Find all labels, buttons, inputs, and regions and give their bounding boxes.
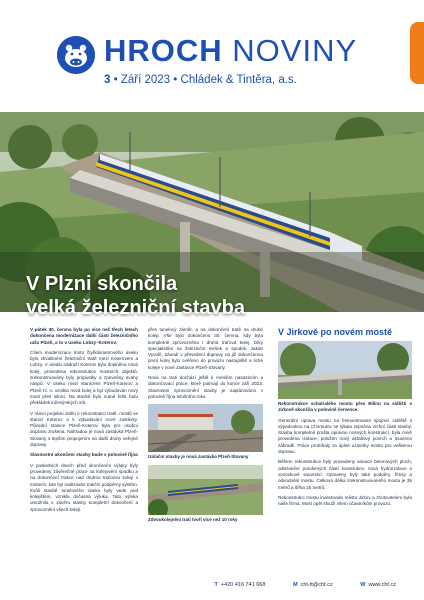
sidebar-caption: Rekonstrukce schátralého mostu přes Bílinu na sídlišti v Jirkově skončila v polovině července.: [278, 401, 412, 413]
phone-number: +420 416 741 668: [220, 582, 266, 588]
footer-phone[interactable]: [215, 582, 266, 588]
hero-headline: [26, 272, 245, 320]
newspaper-title: [104, 34, 357, 68]
issue-number: 3: [104, 74, 111, 86]
sidebar-paragraph: Rekonstrukci mostu investovalo město Jirkov a zhotovitelem byla naše firma. Most opět slouží všem účastníkům provozu.: [278, 494, 412, 507]
article-paragraph: V rámci projektu došlo k rekonstrukci tratě, mostů ve stanici Koterov a k vybudování nové zastávky. Původní stanice Plzeň-Koterov byla pro osobní dopravu zrušena. Náhradou je nová zastávka Plzeň-Slovany s lepším propojením na další druhy veřejné dopravy.: [30, 410, 138, 448]
column-1: [30, 327, 138, 567]
footer-email[interactable]: [293, 582, 333, 588]
station-photo: [148, 404, 263, 452]
sidebar-heading: V Jirkově po novém mostě: [278, 327, 393, 337]
photo-caption: Zdvoukolejnění trati tvoří více než 10 roky: [148, 516, 238, 522]
bridge-photo: [278, 341, 412, 399]
web-address: www.cht.cz: [368, 582, 396, 588]
sidebar-paragraph: Generální oprava mostu na frekventované spojnici sídliště s výpadovkou na Chomutov se týkala zejména vrchní části stavby. Stavba kompletně prošla opravou nosných konstrukcí, byla nově provedena izolace, položen nový asfaltový povrch a osazeno zábradlí. Práce probíhaly za úplné uzavírky mostu pro veškerou dopravu.: [278, 417, 412, 455]
issue-separator: •: [173, 74, 181, 86]
article-paragraph: Cílem modernizace tímto čtyřkilometrového úseku bylo zkvalitnění železniční tratě mezi Koterovem a Lobzy. V areálu nádraží Koterov byla doplněna nová kolej, provedena rekonstrukce mostních objektů, zrekonstruovány byly propustky a zpevněny svahy náspů. V úseku mezi stanicemi Plzeň-Koterov a Plzeň hl. n. vznikla nová kolej a byl vybudován nový most přes silnici. Na stavbě bylo nutné řešit řadu překládek inženýrských sítí.: [30, 349, 138, 406]
article-columns: [30, 327, 410, 567]
hero-headline-line1: V Plzni skončila: [26, 273, 178, 295]
footer: [0, 572, 424, 600]
mail-key: M: [292, 582, 298, 588]
masthead: [0, 0, 424, 112]
title-light: NOVINY: [232, 33, 358, 68]
article-paragraph: Nová na trati dochází ještě k menším nasazením a dokončovací práce, které potrvají do konce září 2023. Slavnostní zprovoznění stavby je naplánováno v polovině října letošního roku.: [148, 375, 263, 399]
title-bold: HROCH: [104, 33, 223, 68]
column-2: [148, 327, 263, 567]
issue-separator: •: [113, 74, 121, 86]
issue-date: Září 2023: [120, 74, 171, 86]
hero-headline-line2: velká železniční stavba: [26, 297, 246, 319]
article-lead: V pátek 30. června byla po více než třech letech dokončena modernizace další části železničního uzlu Plzeň, a to v úseku Lobzy–Koterov.: [30, 327, 138, 345]
article-paragraph: přes tunelový záměr, a na dokončení tratě na druhé koleji. Vše bylo dokončeno 30. června, kdy byla kompletně zprovozněna i druhá traťová kolej. Díky specialistům na železniční svršek a spodek, Jakub Vyvolíl, Závodí v převedení dopravy na již dokončenou první kolej bylo ověřeno do provozu nastupiště a liché koleje v nové zastávce Plzeň-Slovany.: [148, 327, 263, 370]
publisher-name: Chládek & Tintěra, a.s.: [180, 74, 297, 86]
email-address: cht-tt@cht.cz: [300, 582, 333, 588]
orange-accent-tab: [410, 22, 424, 84]
photo-caption: Izolační stavby je nová zastávka Plzeň-Slovany: [148, 454, 249, 460]
web-key: W: [360, 582, 366, 588]
sidebar-paragraph: Během rekonstrukce byly provedeny sanace betonových ploch, odstranění porušených částí konstrukce, nová hydroizolace a vozovkové souvrství. Opraveny byly také podpěry, římsy a odvodnění mostu. Celková délka zrekonstruovaného mostu je 35 metrů a šířka 15 metrů.: [278, 459, 412, 490]
column-3-sidebar: [278, 327, 412, 567]
train-photo: [148, 465, 263, 515]
article-paragraph: V posledních dnech před ukončením výluky byly provedeny závěrečné práce na kolejovém spodku a na dokončení trakce nad druhou traťovou kolejí v místech, kde byl realizován trakční podpěrný systém. Kvůli stavbě tunelového úseku byly vede pod kolejištěm, vznikla dočasná výluka. Tato výluka umožnila v závěru stavby kompletní dokončení a zprovoznění všech kolejí.: [30, 462, 138, 512]
phone-key: T: [214, 582, 218, 588]
hippo-logo-icon: [57, 36, 95, 74]
article-subheading: Slavnostní ukončení stavby bude v polovině října: [30, 452, 138, 458]
issue-line: [104, 74, 357, 86]
footer-web[interactable]: [360, 582, 396, 588]
